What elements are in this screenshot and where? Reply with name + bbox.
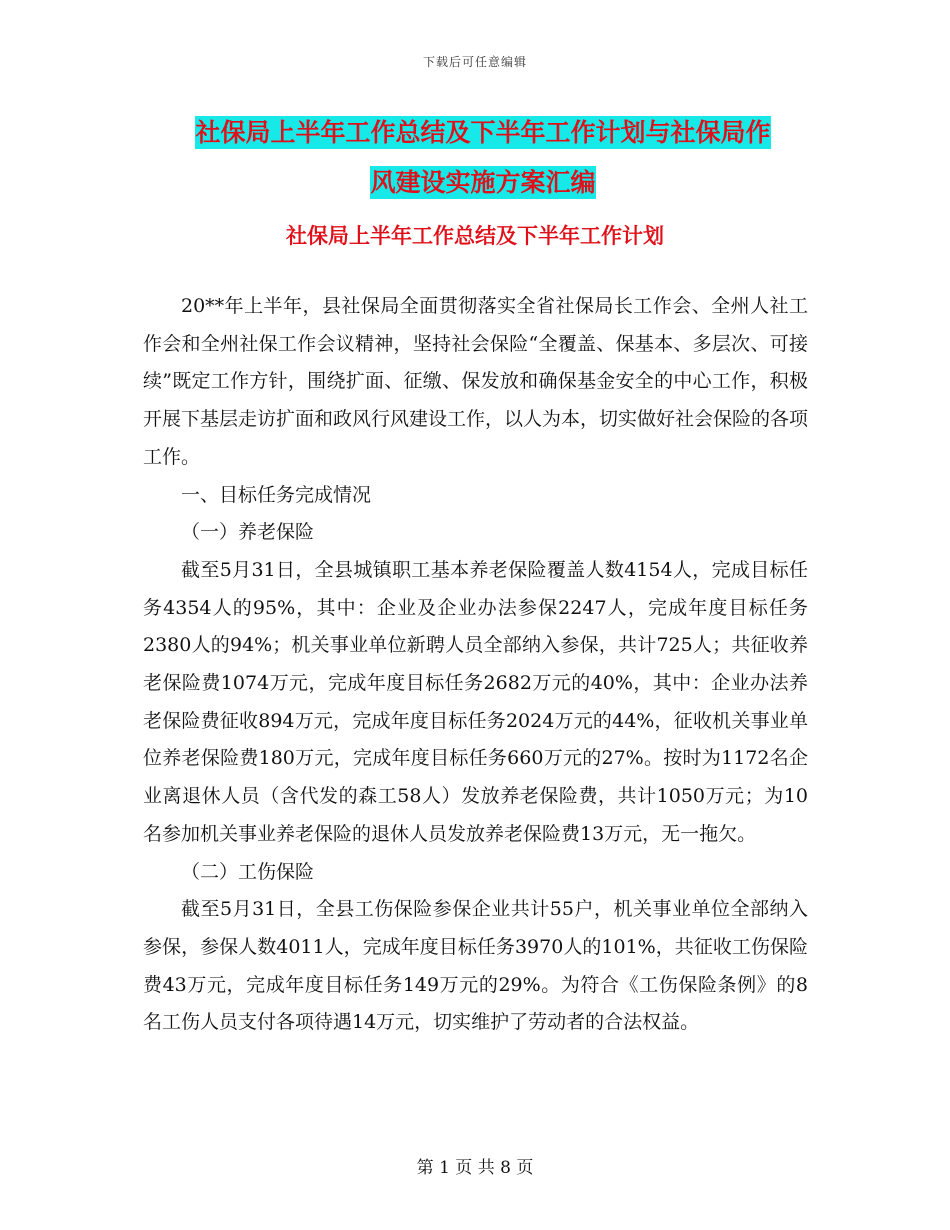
page-total: 8 <box>500 1158 511 1178</box>
section-title: 社保局上半年工作总结及下半年工作计划 <box>286 224 664 248</box>
intro-paragraph: 20**年上半年，县社保局全面贯彻落实全省社保局长工作会、全州人社工作会和全州社保工作会议精神，坚持社会保险“全覆盖、保基本、多层次、可接续”既定工作方针，围绕扩面、征缴、保发放和确保基金安全的中心工作，积极开展下基层走访扩面和政风行风建设工作，以人为本，切实做好社会保险的各项工作。 <box>143 295 809 468</box>
header-note: 下载后可任意编辑 <box>422 55 527 69</box>
injury-paragraph: 截至5月31日，全县工伤保险参保企业共计55户，机关事业单位全部纳入参保，参保人数4011人，完成年度目标任务3970人的101%，共征收工伤保险费43万元，完成年度目标任务149万元的29%。为符合《工伤保险条例》的8名工伤人员支付各项待遇14万元，切实维护了劳动者的合法权益。 <box>143 898 808 1034</box>
document-title-line-2: 风建设实施方案汇编 <box>370 168 596 197</box>
document-title <box>143 108 823 208</box>
page-footer <box>0 1153 950 1178</box>
pension-paragraph: 截至5月31日，全县城镇职工基本养老保险覆盖人数4154人，完成目标任务4354人的95%，其中：企业及企业办法参保2247人，完成年度目标任务2380人的94%；机关事业单位新聘人员全部纳入参保，共计725人；共征收养老保险费1074万元，完成年度目标任务2682万元的40%，其中：企业办法养老保险费征收894万元，完成年度目标任务2024万元的44%，征收机关事业单位养老保险费180万元，完成年度目标任务660万元的27%。按时为1172名企业离退休人员（含代发的森工58人）发放养老保险费，共计1050万元；为10名参加机关事业养老保险的退休人员发放养老保险费13万元，无一拖欠。 <box>143 558 808 845</box>
heading-targets: 一、目标任务完成情况 <box>181 483 372 506</box>
subheading-pension: （一）养老保险 <box>181 521 315 544</box>
document-title-line-1: 社保局上半年工作总结及下半年工作计划与社保局作 <box>195 118 771 147</box>
footer-suffix: 页 <box>516 1158 534 1178</box>
footer-prefix: 第 <box>416 1158 434 1178</box>
footer-mid: 页 共 <box>455 1158 495 1178</box>
document-body <box>143 288 808 1042</box>
page-number: 1 <box>439 1158 450 1178</box>
subheading-injury: （二）工伤保险 <box>181 860 315 883</box>
